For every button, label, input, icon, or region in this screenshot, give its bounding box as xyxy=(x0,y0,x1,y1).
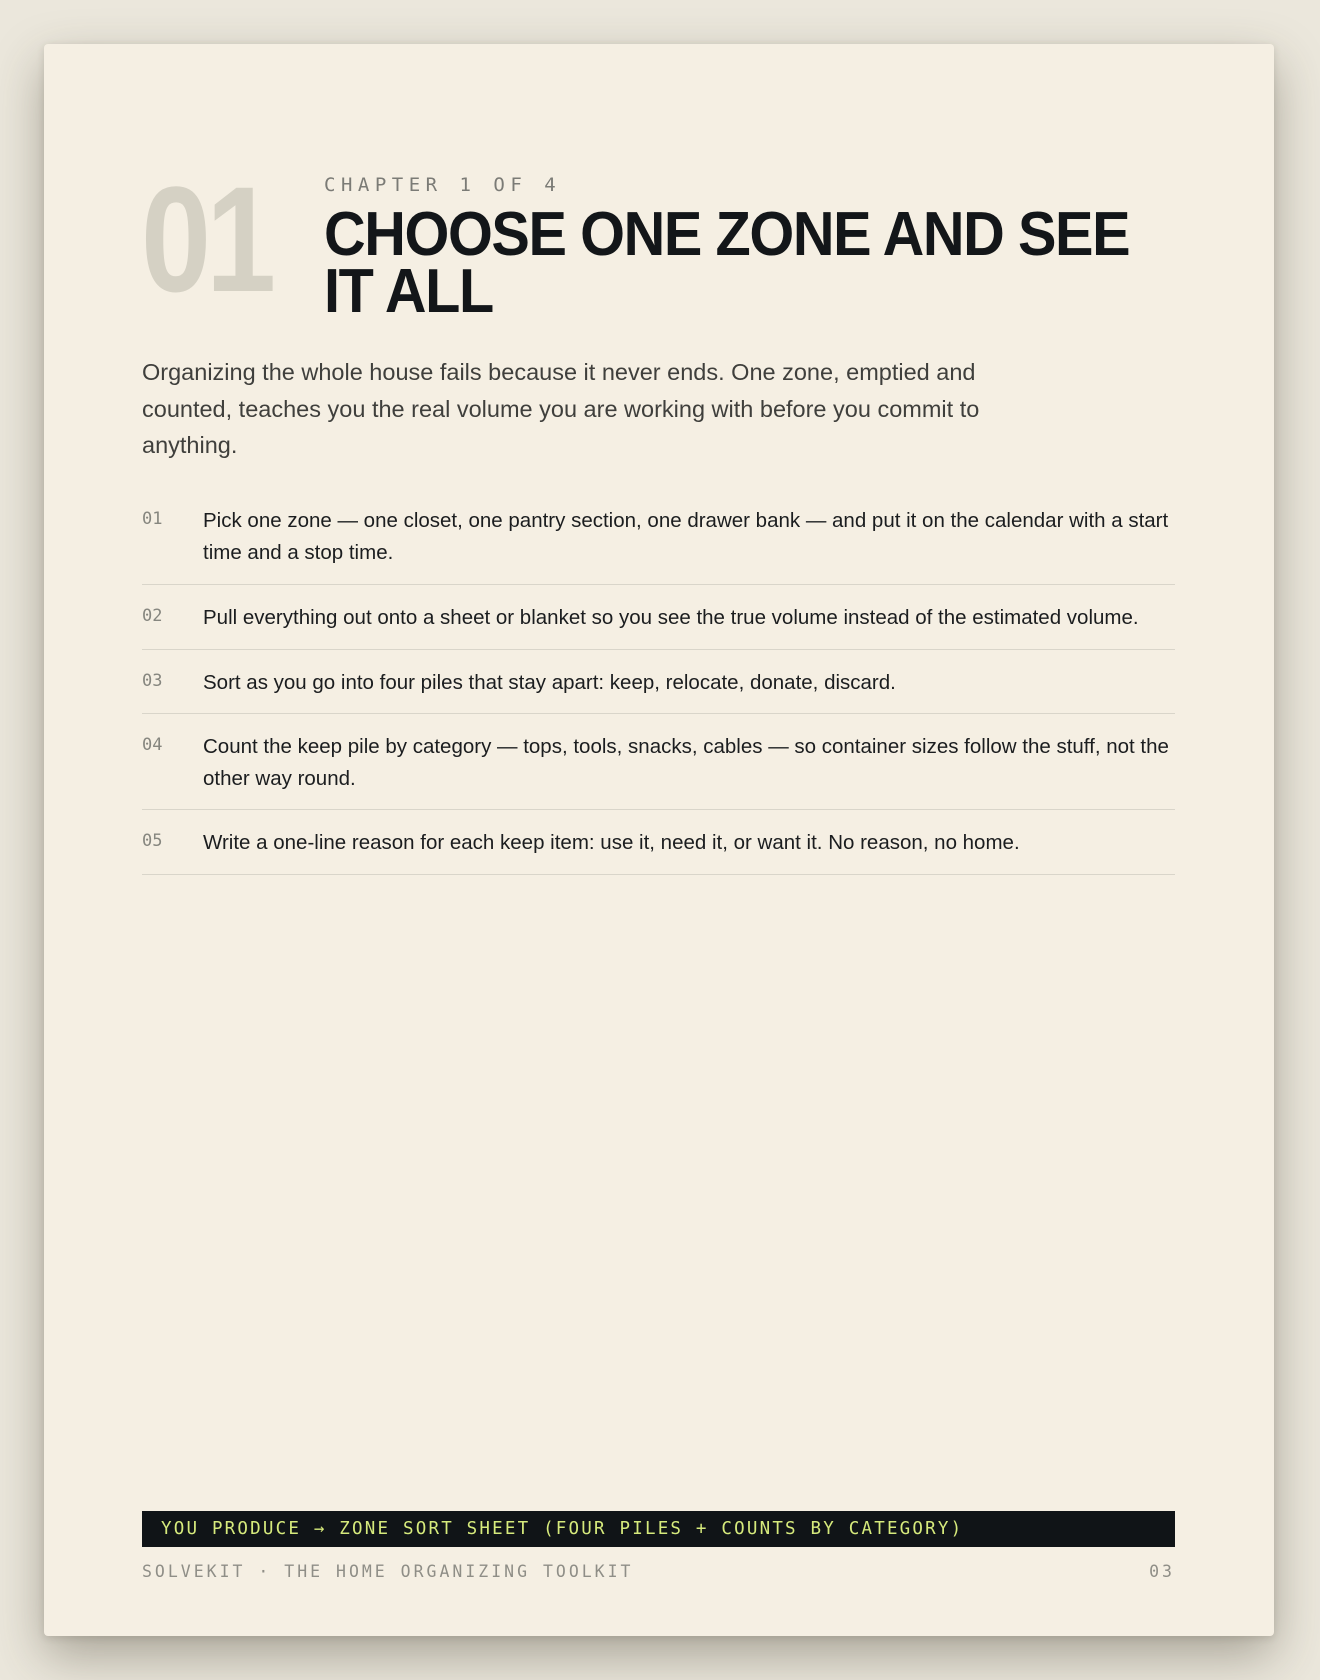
chapter-number: 01 xyxy=(141,155,272,323)
step-item xyxy=(142,585,1175,650)
document-page xyxy=(44,44,1274,1636)
chapter-kicker: CHAPTER 1 OF 4 xyxy=(324,174,562,196)
step-list xyxy=(142,505,1175,875)
step-text: Write a one-line reason for each keep item: use it, need it, or want it. No reason, no home. xyxy=(203,831,1020,854)
step-item xyxy=(142,810,1175,875)
step-text: Pick one zone — one closet, one pantry section, one drawer bank — and put it on the calendar with a start time and a stop time. xyxy=(203,509,1169,564)
step-text: Pull everything out onto a sheet or blanket so you see the true volume instead of the estimated volume. xyxy=(203,606,1139,629)
step-item xyxy=(142,714,1175,810)
step-text: Count the keep pile by category — tops, tools, snacks, cables — so container sizes follow the stuff, not the other way round. xyxy=(203,735,1169,790)
chapter-intro: Organizing the whole house fails because it never ends. One zone, emptied and counted, teaches you the real volume you are working with before you commit to anything. xyxy=(142,359,980,458)
step-text: Sort as you go into four piles that stay apart: keep, relocate, donate, discard. xyxy=(203,670,896,694)
step-item xyxy=(142,505,1175,585)
page-number: 03 xyxy=(1149,1562,1175,1581)
step-number: 01 xyxy=(142,509,163,529)
step-item xyxy=(142,650,1175,715)
step-number: 04 xyxy=(142,735,163,755)
footer-brand: SOLVEKIT · THE HOME ORGANIZING TOOLKIT xyxy=(142,1562,634,1581)
deliverable-banner: YOU PRODUCE → ZONE SORT SHEET (FOUR PILES + COUNTS BY CATEGORY) xyxy=(142,1511,1175,1547)
step-number: 05 xyxy=(142,831,163,851)
chapter-title: CHOOSE ONE ZONE AND SEE IT ALL xyxy=(324,200,1130,326)
step-number: 02 xyxy=(142,606,163,626)
step-number: 03 xyxy=(142,670,163,691)
